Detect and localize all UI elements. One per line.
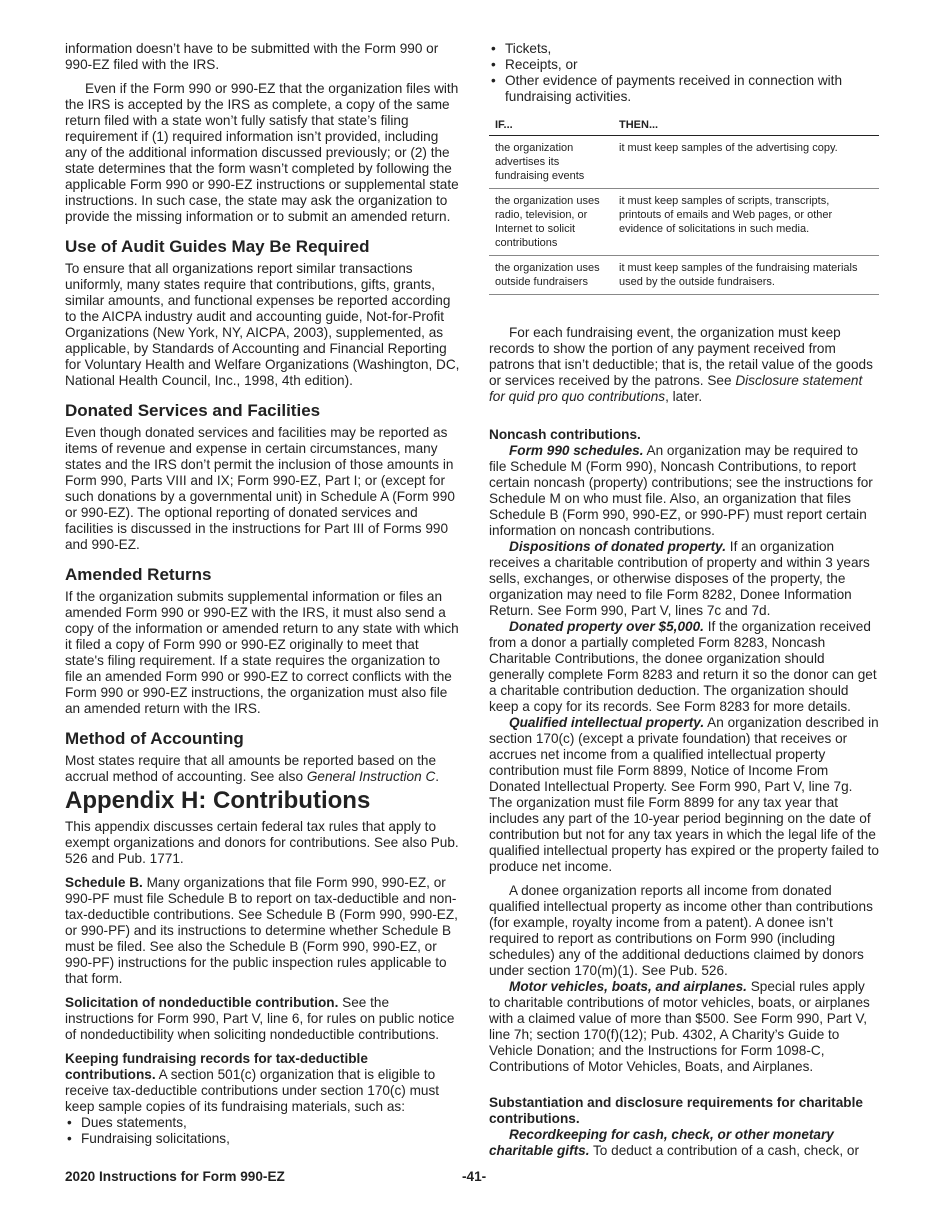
section-heading: Use of Audit Guides May Be Required bbox=[65, 237, 370, 256]
text-run: If the organization received from a donor a partially completed Form 8283, Noncash Charitable Contributions, the donee organization should generally complete Form 8283 and return it so the donor can get a charitable contribution deduction. The organization should keep a copy for its records. See Form 8283 for more details. bbox=[489, 619, 877, 714]
paragraph bbox=[65, 995, 460, 1043]
list-item: • Other evidence of payments received in connection with fundraising activities. bbox=[489, 73, 879, 105]
subsection-heading: Substantiation and disclosure requirements for charitable contributions. bbox=[489, 1095, 863, 1126]
section-heading: Amended Returns bbox=[65, 565, 212, 584]
text-run: For each fundraising event, the organization must keep records to show the portion of any payment received from patrons that isn’t deductible; that is, the retail value of the goods or services received by the patrons. See bbox=[489, 325, 873, 388]
if-then-table bbox=[489, 115, 879, 295]
italic-reference: Disclosure statement for quid pro quo contributions bbox=[489, 373, 863, 404]
text-run: If an organization receives a charitable contribution of property and within 3 years sells, exchanges, or otherwise disposes of the property, the organization may need to file Form 8282, Donee Information Return. See Form 990, Part V, lines 7c and 7d. bbox=[489, 539, 870, 618]
list-item: • Fundraising solicitations, bbox=[65, 1131, 460, 1147]
run-in-heading: Dispositions of donated property. bbox=[509, 539, 727, 554]
paragraph: Even if the Form 990 or 990-EZ that the organization files with the IRS is accepted by the IRS as complete, a copy of the same return filed with a state won’t fully satisfy that state’s filing requirement if (1) required information isn’t provided, including any of the additional information discussed previously; or (2) the state determines that the form wasn’t completed by following the applicable Form 990 or 990-EZ instructions or supplemental state instructions. In such case, the state may ask the organization to provide the missing information or to submit an amended return. bbox=[65, 81, 459, 224]
text-run: See the instructions for Form 990, Part V, line 6, for rules on public notice of nondeductibility when soliciting nondeductible contributions. bbox=[65, 995, 455, 1042]
paragraph: This appendix discusses certain federal tax rules that apply to exempt organizations and donors for contributions. See also Pub. 526 and Pub. 1771. bbox=[65, 819, 459, 866]
text-run: . bbox=[435, 769, 440, 784]
paragraph bbox=[65, 875, 460, 987]
paragraph bbox=[489, 1127, 879, 1159]
run-in-heading: Qualified intellectual property. bbox=[509, 715, 705, 730]
text-run: To deduct a contribution of a cash, check, or bbox=[589, 1143, 859, 1158]
run-in-heading: Motor vehicles, boats, and airplanes. bbox=[509, 979, 747, 994]
column-header: IF... bbox=[489, 115, 613, 136]
run-in-heading: Recordkeeping for cash, check, or other monetary charitable gifts. bbox=[489, 1127, 834, 1158]
page-number: -41- bbox=[462, 1169, 487, 1184]
table-header-row bbox=[489, 115, 879, 136]
table-row bbox=[489, 189, 879, 256]
paragraph bbox=[65, 1051, 460, 1115]
italic-reference: General Instruction C bbox=[306, 769, 436, 784]
paragraph bbox=[489, 619, 879, 715]
run-in-heading: Form 990 schedules. bbox=[509, 443, 644, 458]
run-in-heading: Donated property over $5,000. bbox=[509, 619, 704, 634]
text-run: An organization may be required to file Schedule M (Form 990), Noncash Contributions, to report certain noncash (property) contributions; see the instructions for Schedule M on who must file. Also, an organization that files Schedule B (Form 990, 990-EZ, or 990-PF) must report certain information on noncash contributions. bbox=[489, 443, 873, 538]
text-run: Most states require that all amounts be reported based on the accrual method of accounting. See also bbox=[65, 753, 437, 784]
table-row bbox=[489, 136, 879, 189]
text-run: , later. bbox=[665, 389, 703, 404]
footer-title: 2020 Instructions for Form 990-EZ bbox=[65, 1169, 285, 1184]
table-cell: the organization advertises its fundraising events bbox=[489, 136, 613, 189]
paragraph bbox=[489, 443, 879, 539]
paragraph: A donee organization reports all income from donated qualified intellectual property as income other than contributions (for example, royalty income from a patent). A donee isn’t required to report as contributions on Form 990 (including schedules) any of the additional deductions claimed by donors under section 170(m)(1). See Pub. 526. bbox=[489, 883, 873, 978]
text-run: Special rules apply to charitable contributions of motor vehicles, boats, or airplanes with a claimed value of more than $500. See Form 990, Part V, line 7h; section 170(f)(12); Pub. 4302, A Charity’s Guide to Vehicle Donation; and the Instructions for Form 1098-C, Contributions of Motor Vehicles, Boats, and Airplanes. bbox=[489, 979, 870, 1074]
bullet-list bbox=[65, 1115, 460, 1147]
text-run: An organization described in section 170(c) (except a private foundation) that receives or accrues net income from a qualified intellectual property contribution must file Form 8899, Notice of Income From Donated Intellectual Property. See Form 990, Part V, line 7g. The organization must file Form 8899 for any tax year that includes any part of the 10-year period beginning on the date of contribution but not for any tax years in which the legal life of the qualified intellectual property has expired or the property failed to produce net income. bbox=[489, 715, 879, 874]
paragraph bbox=[65, 753, 460, 785]
column-header: THEN... bbox=[613, 115, 879, 136]
appendix-title: Appendix H: Contributions bbox=[65, 787, 371, 814]
bullet-list bbox=[489, 41, 879, 105]
run-in-heading: Schedule B. bbox=[65, 875, 143, 890]
section-heading: Method of Accounting bbox=[65, 729, 244, 748]
section-heading: Donated Services and Facilities bbox=[65, 401, 321, 420]
table-cell: it must keep samples of the fundraising materials used by the outside fundraisers. bbox=[613, 256, 879, 295]
paragraph: If the organization submits supplemental information or files an amended Form 990 or 990-EZ with the IRS, it must also send a copy of the information or amended return to any state with which it filed a copy of Form 990 or 990-EZ originally to meet that state's filing requirement. If a state requires the organization to file an amended Form 990 or 990-EZ to correct conflicts with the Form 990 or 990-EZ instructions, the organization must also file an amended return with the IRS. bbox=[65, 589, 459, 716]
text-run: A section 501(c) organization that is eligible to receive tax-deductible contributions under section 170(c) must keep sample copies of its fundraising materials, such as: bbox=[65, 1067, 440, 1114]
subsection-heading: Noncash contributions. bbox=[489, 427, 641, 442]
paragraph bbox=[489, 979, 879, 1075]
paragraph: To ensure that all organizations report similar transactions uniformly, many states require that contributions, gifts, grants, similar amounts, and functional expenses be reported according to the AICPA industry audit and accounting guide, Not-for-Profit Organizations (New York, NY, AICPA, 2003), supplemented, as applicable, by Standards of Accounting and Financial Reporting for Voluntary Health and Welfare Organizations (Washington, DC, National Health Council, Inc., 1998, 4th edition). bbox=[65, 261, 460, 388]
paragraph bbox=[489, 325, 879, 405]
table-cell: the organization uses radio, television, or Internet to solicit contributions bbox=[489, 189, 613, 256]
paragraph bbox=[489, 539, 879, 619]
run-in-heading: Solicitation of nondeductible contribution. bbox=[65, 995, 339, 1010]
list-item: • Receipts, or bbox=[489, 57, 879, 73]
paragraph: Even though donated services and facilities may be reported as items of revenue and expense in certain circumstances, many states and the IRS don’t permit the inclusion of those amounts in Form 990, Parts VIII and IX; Form 990-EZ, Part I; or (except for such donations by a governmental unit) in Schedule A (Form 990 or 990-EZ). The optional reporting of donated services and facilities is discussed in the instructions for Part III of Forms 990 and 990-EZ. bbox=[65, 425, 455, 552]
run-in-heading: Keeping fundraising records for tax-deductible contributions. bbox=[65, 1051, 368, 1082]
paragraph bbox=[489, 715, 879, 875]
table-cell: it must keep samples of the advertising copy. bbox=[613, 136, 879, 189]
table-row bbox=[489, 256, 879, 295]
text-run: Many organizations that file Form 990, 990-EZ, or 990-PF must file Schedule B to report on tax-deductible and non-tax-deductible contributions. See Schedule B (Form 990, 990-EZ, or 990-PF) and its instructions to determine whether Schedule B must be filed. See also the Schedule B (Form 990, 990-EZ, or 990-PF) instructions for the public inspection rules applicable to that form. bbox=[65, 875, 458, 986]
list-item: • Dues statements, bbox=[65, 1115, 460, 1131]
paragraph: information doesn’t have to be submitted with the Form 990 or 990-EZ filed with the IRS. bbox=[65, 41, 439, 72]
table-cell: it must keep samples of scripts, transcripts, printouts of emails and Web pages, or other evidence of solicitations in such media. bbox=[613, 189, 879, 256]
left-column bbox=[65, 41, 460, 1147]
table-cell: the organization uses outside fundraisers bbox=[489, 256, 613, 295]
list-item: • Tickets, bbox=[489, 41, 879, 57]
right-column bbox=[489, 41, 879, 1159]
